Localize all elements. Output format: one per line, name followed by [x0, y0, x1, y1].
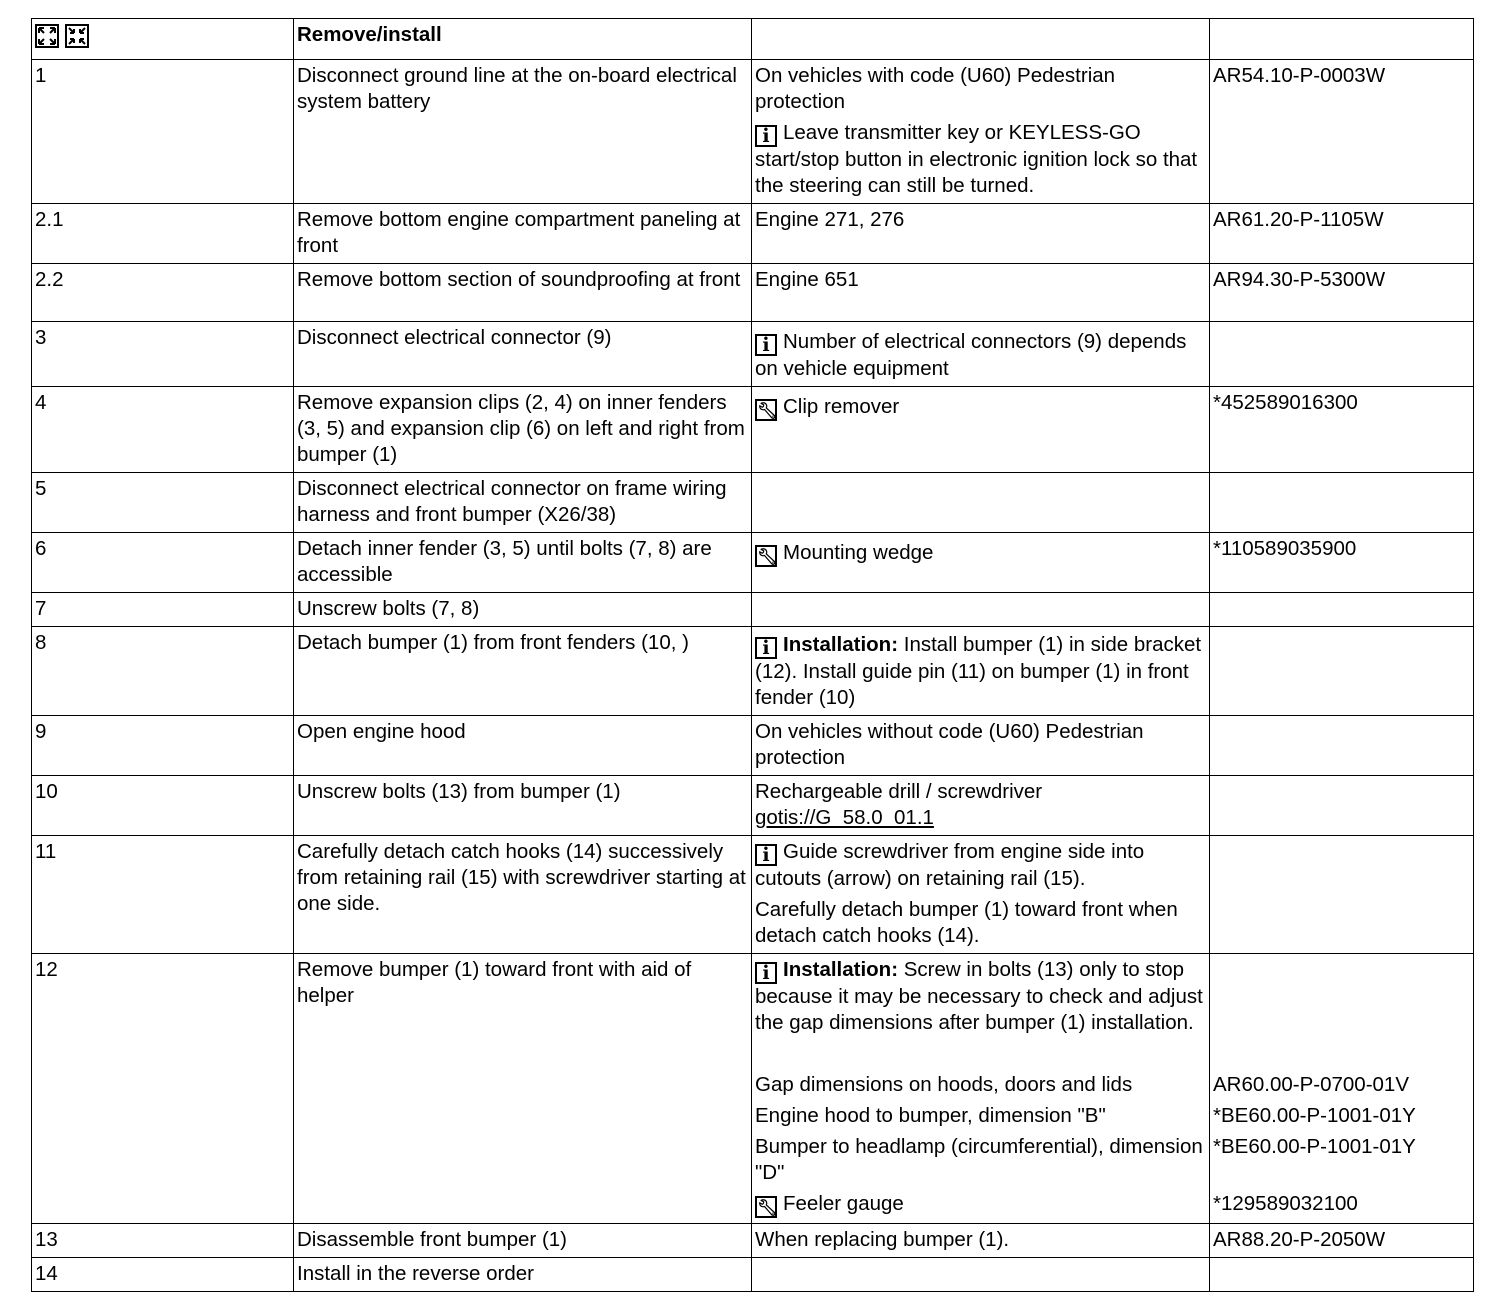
step-note: i Guide screwdriver from engine side into cutouts (arrow) on retaining rail (15). Carefully detach bumper (1) toward front when detach catch hooks (14). — [752, 836, 1210, 954]
table-row — [32, 204, 1474, 264]
expand-icon[interactable] — [35, 24, 59, 48]
step-references — [1210, 954, 1474, 1224]
table-row — [32, 627, 1474, 716]
step-action: Remove expansion clips (2, 4) on inner fenders (3, 5) and expansion clip (6) on left and right from bumper (1) — [294, 387, 752, 473]
table-row — [32, 473, 1474, 533]
step-number: 2.1 — [32, 204, 294, 264]
step-number: 8 — [32, 627, 294, 716]
step-number: 2.2 — [32, 264, 294, 322]
table-row — [32, 387, 1474, 473]
step-note: Engine 271, 276 — [752, 204, 1210, 264]
step-reference[interactable]: AR61.20-P-1105W — [1210, 204, 1474, 264]
info-icon: i — [755, 844, 777, 866]
step-reference — [1210, 473, 1474, 533]
step-reference[interactable]: AR88.20-P-2050W — [1210, 1224, 1474, 1258]
info-icon: i — [755, 637, 777, 659]
step-number: 10 — [32, 776, 294, 836]
step-reference — [1210, 593, 1474, 627]
table-row — [32, 776, 1474, 836]
step-note: On vehicles without code (U60) Pedestrian protection — [752, 716, 1210, 776]
special-tool-icon: 🔧︎ — [757, 547, 778, 566]
step-number: 3 — [32, 322, 294, 387]
info-icon: i — [755, 334, 777, 356]
step-reference — [1210, 716, 1474, 776]
collapse-icon[interactable] — [65, 24, 89, 48]
table-row — [32, 533, 1474, 593]
table-row — [32, 1224, 1474, 1258]
header-icons-cell — [32, 19, 294, 60]
step-action: Carefully detach catch hooks (14) successively from retaining rail (15) with screwdriver starting at one side. — [294, 836, 752, 954]
step-reference[interactable]: *129589032100 — [1213, 1192, 1358, 1215]
step-action: Disconnect ground line at the on-board electrical system battery — [294, 60, 752, 204]
step-reference[interactable]: *BE60.00-P-1001-01Y — [1213, 1135, 1416, 1158]
step-action: Open engine hood — [294, 716, 752, 776]
step-reference[interactable]: AR60.00-P-0700-01V — [1213, 1073, 1410, 1096]
step-action: Remove bottom section of soundproofing at front — [294, 264, 752, 322]
step-action: Install in the reverse order — [294, 1258, 752, 1292]
step-note: i Installation: Install bumper (1) in side bracket (12). Install guide pin (11) on bumper (1) in front fender (10) — [752, 627, 1210, 716]
step-reference[interactable]: AR54.10-P-0003W — [1210, 60, 1474, 204]
table-row — [32, 954, 1474, 1224]
step-number: 1 — [32, 60, 294, 204]
procedure-table — [31, 18, 1474, 1292]
step-reference — [1210, 776, 1474, 836]
step-reference — [1210, 322, 1474, 387]
step-reference[interactable]: *452589016300 — [1210, 387, 1474, 473]
step-action: Detach inner fender (3, 5) until bolts (7, 8) are accessible — [294, 533, 752, 593]
step-note: On vehicles with code (U60) Pedestrian protection i Leave transmitter key or KEYLESS-GO start/stop button in electronic ignition lock so that the steering can still be turned. — [752, 60, 1210, 204]
info-icon: i — [755, 962, 777, 984]
step-note: 🔧︎ Mounting wedge — [752, 533, 1210, 593]
step-action: Disassemble front bumper (1) — [294, 1224, 752, 1258]
table-row — [32, 264, 1474, 322]
step-number: 6 — [32, 533, 294, 593]
step-number: 9 — [32, 716, 294, 776]
step-reference[interactable]: *110589035900 — [1210, 533, 1474, 593]
step-reference — [1210, 627, 1474, 716]
table-row — [32, 1258, 1474, 1292]
step-note: 🔧︎ Clip remover — [752, 387, 1210, 473]
step-number: 5 — [32, 473, 294, 533]
table-row — [32, 60, 1474, 204]
step-note: Engine 651 — [752, 264, 1210, 322]
step-note — [752, 593, 1210, 627]
table-row — [32, 716, 1474, 776]
step-note: i Number of electrical connectors (9) depends on vehicle equipment — [752, 322, 1210, 387]
step-reference[interactable]: AR94.30-P-5300W — [1210, 264, 1474, 322]
step-action: Unscrew bolts (13) from bumper (1) — [294, 776, 752, 836]
step-action: Detach bumper (1) from front fenders (10, ) — [294, 627, 752, 716]
step-note: i Installation: Screw in bolts (13) only to stop because it may be necessary to check and adjust the gap dimensions after bumper (1) installation. Gap dimensions on hoods, doors and lids Engine hood to bumper, dimension "B" Bumper to headlamp (circumferential), dimension "D" 🔧︎ Feeler gauge — [752, 954, 1210, 1224]
step-number: 7 — [32, 593, 294, 627]
table-row — [32, 322, 1474, 387]
step-action: Unscrew bolts (7, 8) — [294, 593, 752, 627]
step-reference — [1210, 836, 1474, 954]
step-action: Remove bumper (1) toward front with aid of helper — [294, 954, 752, 1224]
step-number: 4 — [32, 387, 294, 473]
step-note: Rechargeable drill / screwdriver gotis://G_58.0_01.1 — [752, 776, 1210, 836]
table-row — [32, 593, 1474, 627]
step-action: Remove bottom engine compartment paneling at front — [294, 204, 752, 264]
header-title: Remove/install — [294, 19, 752, 60]
step-number: 13 — [32, 1224, 294, 1258]
step-note: When replacing bumper (1). — [752, 1224, 1210, 1258]
special-tool-icon: 🔧︎ — [757, 401, 778, 420]
table-row — [32, 836, 1474, 954]
special-tool-icon: 🔧︎ — [757, 1198, 778, 1217]
step-action: Disconnect electrical connector (9) — [294, 322, 752, 387]
step-reference — [1210, 1258, 1474, 1292]
step-reference[interactable]: *BE60.00-P-1001-01Y — [1213, 1104, 1416, 1127]
step-note — [752, 1258, 1210, 1292]
step-number: 14 — [32, 1258, 294, 1292]
info-icon: i — [755, 125, 777, 147]
step-note — [752, 473, 1210, 533]
step-action: Disconnect electrical connector on frame wiring harness and front bumper (X26/38) — [294, 473, 752, 533]
gotis-link[interactable]: gotis://G_58.0_01.1 — [755, 806, 934, 829]
table-header-row — [32, 19, 1474, 60]
step-number: 12 — [32, 954, 294, 1224]
step-number: 11 — [32, 836, 294, 954]
